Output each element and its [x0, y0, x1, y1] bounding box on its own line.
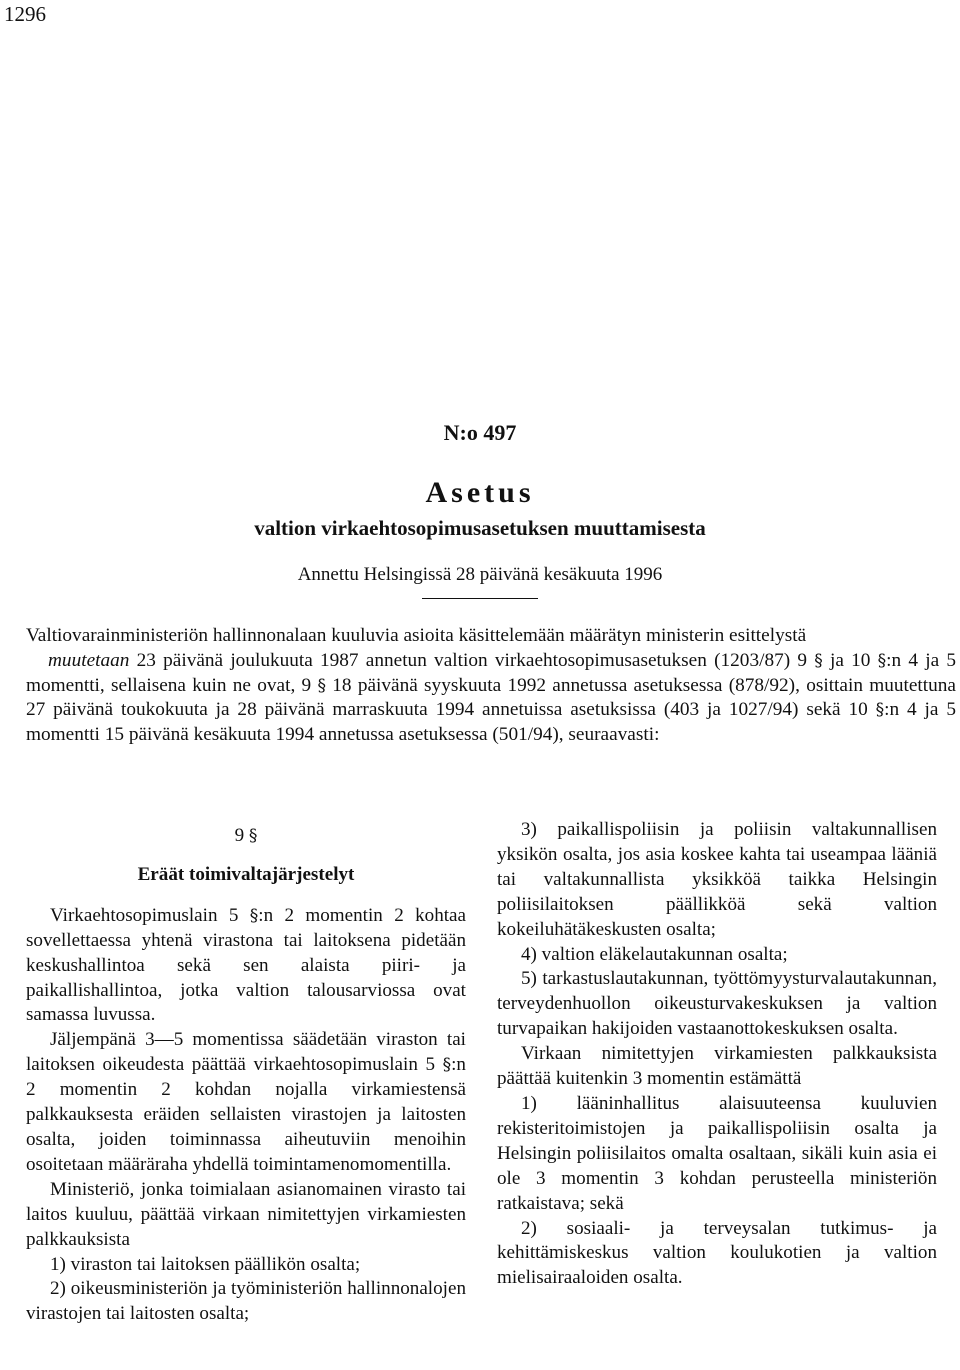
amend-text-part: :n 4 ja 5 momentti 15 päivänä kesäkuuta 1994 annetussa asetuksessa (501/94), seuraavasti:	[26, 699, 956, 746]
paragraph: Virkaan nimitettyjen virkamiesten palkkauksista päättää kuitenkin 3 momentin estämättä	[497, 1043, 937, 1090]
list-item: 2) sosiaali- ja terveysalan tutkimus- ja kehittämiskeskus valtion koulukotien ja valtion mielisairaaloiden osalta.	[497, 1217, 937, 1289]
section-sign: §	[248, 826, 258, 846]
list-item: 1) lääninhallitus alaisuuteensa kuuluvien rekisteritoimistojen ja paikallispoliisin osalta ja Helsingin poliisilaitos omalta osaltaan, sikäli kuin asia ei ole 3 momentin 3 kohdan perusteella ministeriön ratkaistava; sekä	[497, 1092, 937, 1214]
presenter-text: Valtiovarainministeriön hallinnonalaan kuuluvia asioita käsittelemään määrätyn ministerin esittelystä	[26, 625, 807, 646]
amend-keyword: muutetaan	[48, 649, 130, 671]
title-divider	[422, 598, 538, 599]
paragraph	[26, 1028, 466, 1177]
document-type: Asetus	[425, 476, 535, 509]
section-number	[26, 824, 466, 849]
list-item: 5) tarkastuslautakunnan, työttömyysturvalautakunnan, terveydenhuollon oikeusturvakeskuksen ja valtion turvapaikan hakijoiden vastaanottokeskuksen osalta.	[497, 968, 937, 1040]
list-item: 2) oikeusministeriön ja työministeriön hallinnonalojen virastojen tai laitosten osalta;	[26, 1278, 466, 1325]
section-sign: §	[877, 650, 887, 671]
list-item: 1) viraston tai laitoksen päällikön osalta;	[50, 1253, 361, 1275]
amend-text-part: 18 päivänä syyskuuta 1992 annetussa asetuksessa (878/92), osittain muutettuna 27 päivänä toukokuuta ja 28 päivänä marraskuuta 1994 annetuissa asetuksissa (403 ja 1027/94) sekä 10	[26, 674, 956, 721]
issued-date: Annettu Helsingissä 28 päivänä kesäkuuta 1996	[297, 564, 663, 585]
amend-text-part: ja 10	[829, 649, 871, 671]
amend-text-part: :n 4 ja 5 momentti, sellaisena kuin ne ovat, 9	[26, 649, 956, 696]
paragraph-text: :n 2 momentin 2 kohdan nojalla virkamiestensä palkkauksesta eräiden sellaisten virastojen ja laitosten osalta, joiden toiminnassa aiheutuviin menoihin osoitetaan määräraha yhdellä toimintamenomomentilla.	[26, 1054, 466, 1175]
paragraph-text: Virkaehtosopimuslain 5	[50, 904, 239, 926]
section-heading: Eräät toimivaltajärjestelyt	[137, 863, 355, 885]
left-column	[26, 818, 466, 1327]
section-sign: §	[442, 1055, 452, 1076]
paragraph-text: :n 2 momentin 2 kohtaa sovellettaessa yhtenä virastona tai laitoksena pidetään keskushallintoa sekä sen alaista piiri- ja paikallishallintoa, jotka valtion talousarviossa ovat samassa luvussa.	[26, 904, 466, 1026]
section-number-value: 9	[234, 825, 245, 846]
section-sign: §	[249, 905, 259, 926]
preamble	[26, 624, 956, 748]
section-sign: §	[317, 675, 326, 696]
paragraph: Ministeriö, jonka toimialaan asianomainen virasto tai laitos kuuluu, päättää virkaan nimitettyjen virkamiesten palkkauksista	[26, 1178, 466, 1250]
section-sign: §	[814, 650, 823, 671]
list-item: 4) valtion eläkelautakunnan osalta;	[521, 943, 788, 965]
document-title: valtion virkaehtosopimusasetuksen muuttamisesta	[254, 516, 706, 540]
amend-text-part: 23 päivänä joulukuuta 1987 annetun valtion virkaehtosopimusasetuksen (1203/87) 9	[136, 649, 808, 671]
page-number: 1296	[4, 2, 46, 26]
paragraph	[26, 904, 466, 1029]
list-item: 3) paikallispoliisin ja poliisin valtakunnallisen yksikön osalta, jos asia koskee kahta tai useampaa lääniä tai valtakunnallista yksikköä taikka Helsingin poliisilaitoksen päällikköä sekä valtion kokeiluhätäkeskusten osalta;	[497, 819, 937, 940]
paragraph-text: Jäljempänä 3—5 momentissa säädetään viraston tai laitoksen oikeudesta päättää virkaehtosopimuslain 5	[26, 1029, 466, 1076]
section-sign: §	[875, 700, 885, 721]
right-column	[497, 818, 937, 1291]
amendment-text	[26, 649, 956, 748]
statute-number: N:o 497	[443, 420, 517, 445]
